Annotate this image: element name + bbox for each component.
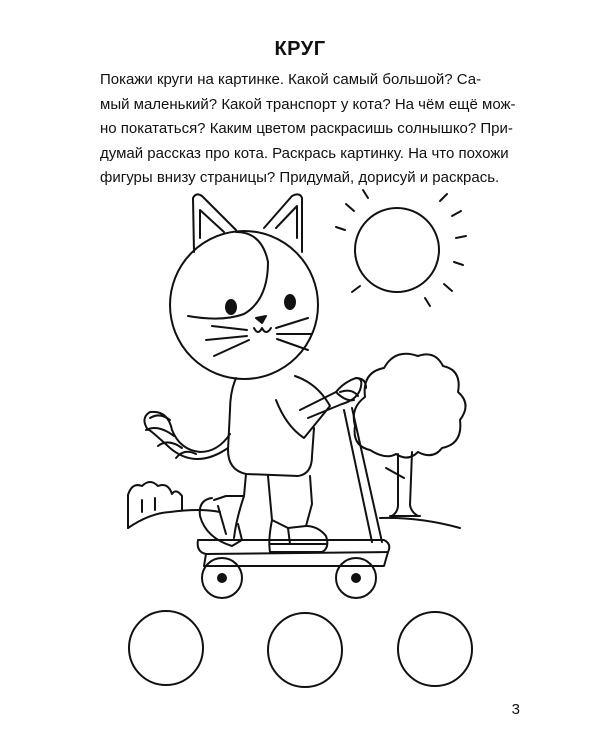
circle-left — [129, 611, 203, 685]
task-line-3: но покататься? Каким цветом раскрасишь солнышко? При- — [100, 120, 513, 138]
empty-circles — [129, 611, 472, 687]
circle-right — [398, 612, 472, 686]
task-line-2: мый маленький? Какой транспорт у кота? На чём ещё мож- — [100, 95, 516, 113]
task-line-5: фигуры внизу страницы? Придумай, дорисуй и раскрась. — [100, 169, 500, 187]
cat-drawing — [144, 194, 366, 552]
sun-drawing — [336, 190, 466, 306]
circle-middle — [268, 613, 342, 687]
page-title: КРУГ — [274, 38, 326, 60]
task-line-1: Покажи круги на картинке. Какой самый большой? Са- — [100, 71, 482, 88]
task-line-4: думай рассказ про кота. Раскрась картинку. На что похожи — [100, 144, 509, 162]
page-number: 3 — [511, 701, 520, 718]
scooter-drawing — [198, 391, 390, 598]
